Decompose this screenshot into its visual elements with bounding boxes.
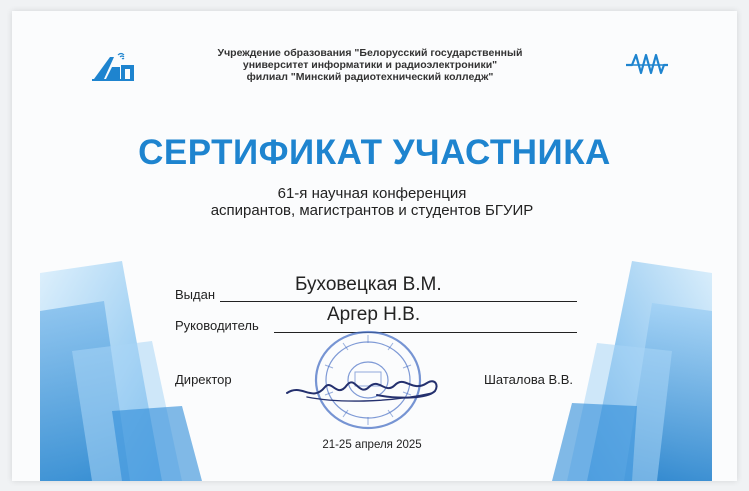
college-logo-icon (624, 49, 670, 79)
supervisor-name: Аргер Н.В. (327, 304, 421, 325)
supervisor-label: Руководитель (175, 318, 259, 333)
issued-to-name: Буховецкая В.М. (295, 274, 442, 295)
issued-label: Выдан (175, 287, 216, 302)
certificate-title: СЕРТИФИКАТ УЧАСТНИКА (138, 133, 611, 172)
conference-name: 61-я научная конференция аспирантов, магистрантов и студентов БГУИР (210, 185, 534, 219)
issued-underline (220, 301, 577, 302)
university-logo-icon (90, 49, 136, 83)
director-signature (277, 363, 447, 413)
director-name: Шаталова В.В. (484, 372, 574, 387)
event-date: 21-25 апреля 2025 (322, 439, 422, 451)
director-label: Директор (175, 372, 232, 387)
institution-header: Учреждение образования "Белорусский государственный университет информатики и радиоэлектроники" филиал "Минский радиотехнический колледж" (217, 47, 523, 83)
certificate-paper (12, 11, 737, 481)
